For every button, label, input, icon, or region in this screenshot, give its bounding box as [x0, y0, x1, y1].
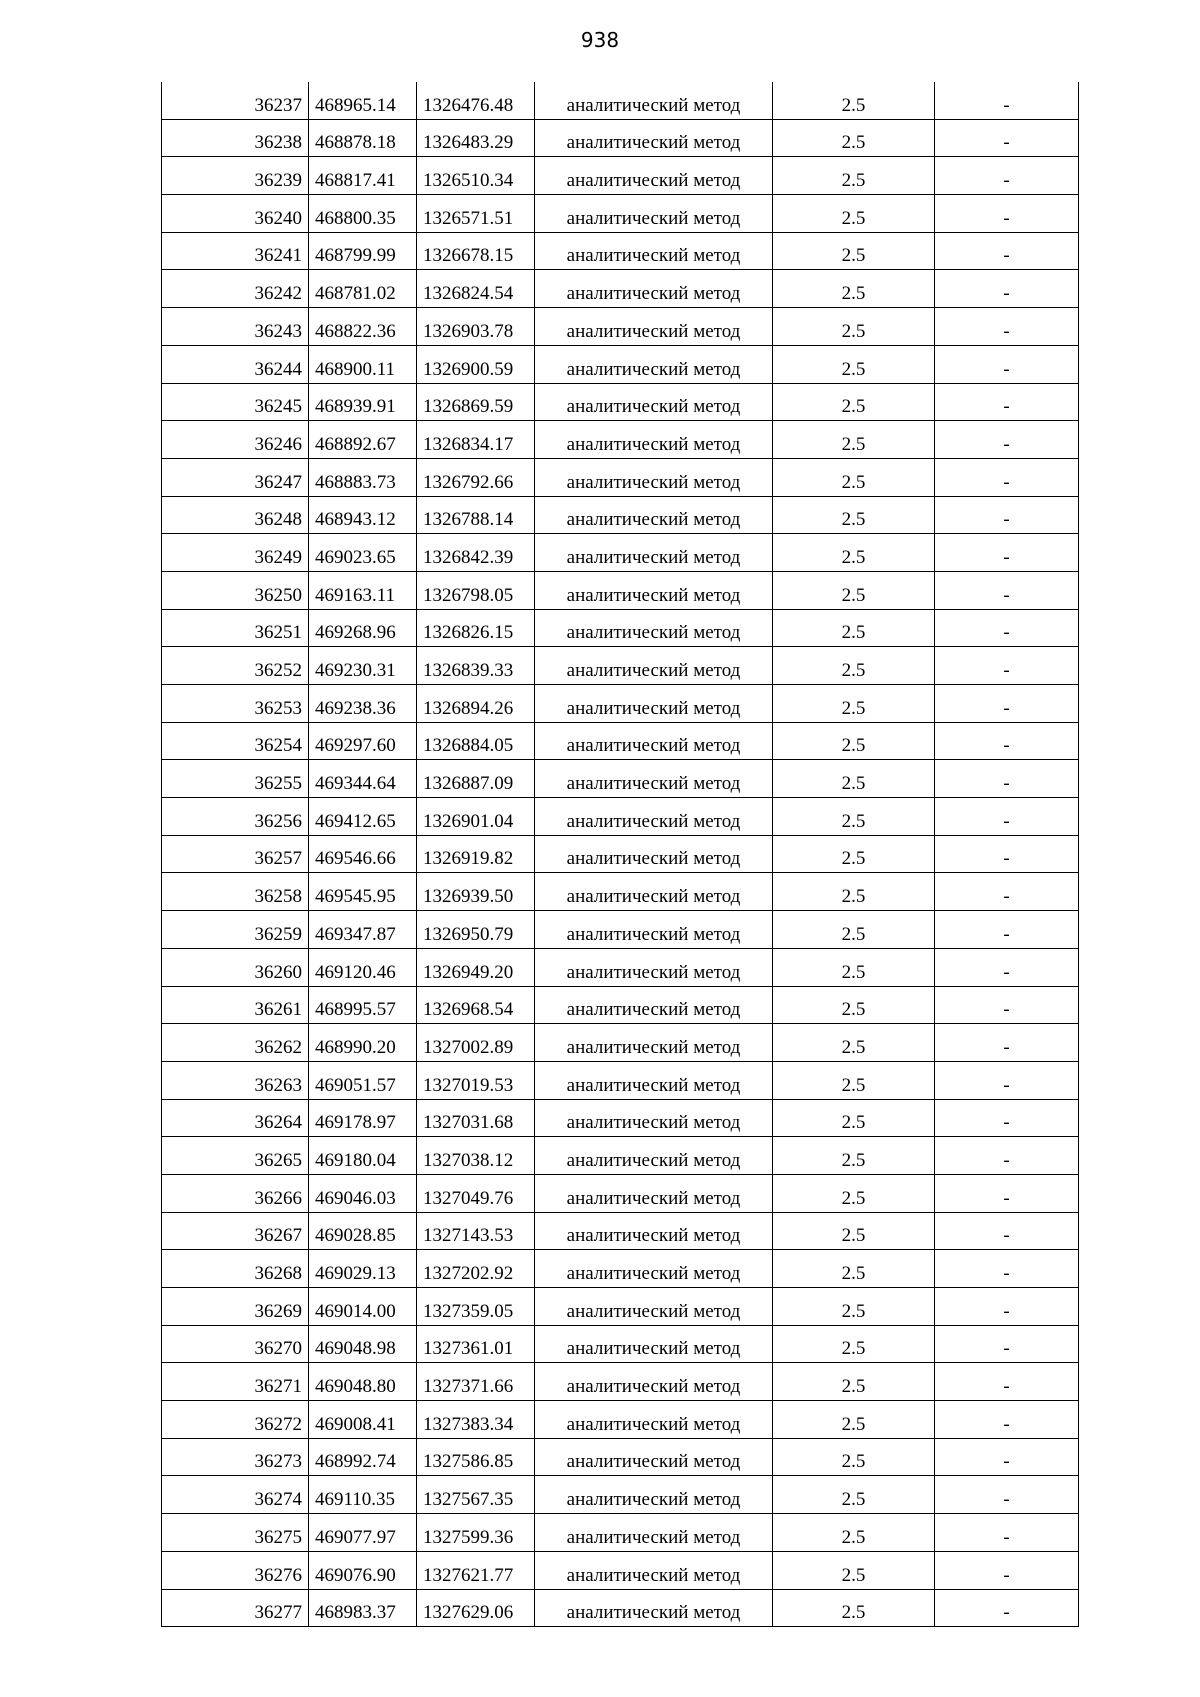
note-cell: -: [935, 609, 1079, 647]
y-coordinate-cell: 1326788.14: [417, 496, 535, 534]
note-cell: -: [935, 1438, 1079, 1476]
y-coordinate-cell: 1326678.15: [417, 232, 535, 270]
method-cell: аналитический метод: [535, 1288, 773, 1326]
point-number-cell: 36259: [162, 911, 309, 949]
note-cell: -: [935, 1325, 1079, 1363]
x-coordinate-cell: 469046.03: [309, 1174, 417, 1212]
y-coordinate-cell: 1326798.05: [417, 571, 535, 609]
table-row: [162, 383, 1079, 421]
table-row: [162, 722, 1079, 760]
point-number-cell: 36249: [162, 534, 309, 572]
y-coordinate-cell: 1326903.78: [417, 308, 535, 346]
y-coordinate-cell: 1326839.33: [417, 647, 535, 685]
method-cell: аналитический метод: [535, 609, 773, 647]
accuracy-cell: 2.5: [773, 232, 935, 270]
method-cell: аналитический метод: [535, 1174, 773, 1212]
point-number-cell: 36268: [162, 1250, 309, 1288]
x-coordinate-cell: 468990.20: [309, 1024, 417, 1062]
table-row: [162, 685, 1079, 723]
table-row: [162, 1137, 1079, 1175]
note-cell: -: [935, 458, 1079, 496]
accuracy-cell: 2.5: [773, 685, 935, 723]
note-cell: -: [935, 1589, 1079, 1627]
accuracy-cell: 2.5: [773, 835, 935, 873]
coordinates-table: [161, 82, 1079, 1627]
accuracy-cell: 2.5: [773, 345, 935, 383]
point-number-cell: 36266: [162, 1174, 309, 1212]
table-row: [162, 1250, 1079, 1288]
table-row: [162, 82, 1079, 119]
point-number-cell: 36242: [162, 270, 309, 308]
y-coordinate-cell: 1327629.06: [417, 1589, 535, 1627]
method-cell: аналитический метод: [535, 911, 773, 949]
x-coordinate-cell: 469051.57: [309, 1061, 417, 1099]
x-coordinate-cell: 469546.66: [309, 835, 417, 873]
accuracy-cell: 2.5: [773, 1589, 935, 1627]
note-cell: -: [935, 383, 1079, 421]
note-cell: -: [935, 1250, 1079, 1288]
y-coordinate-cell: 1326939.50: [417, 873, 535, 911]
method-cell: аналитический метод: [535, 1476, 773, 1514]
x-coordinate-cell: 468939.91: [309, 383, 417, 421]
method-cell: аналитический метод: [535, 383, 773, 421]
x-coordinate-cell: 469077.97: [309, 1514, 417, 1552]
method-cell: аналитический метод: [535, 835, 773, 873]
method-cell: аналитический метод: [535, 1024, 773, 1062]
y-coordinate-cell: 1326834.17: [417, 421, 535, 459]
method-cell: аналитический метод: [535, 1137, 773, 1175]
table-row: [162, 119, 1079, 157]
note-cell: -: [935, 157, 1079, 195]
note-cell: -: [935, 1212, 1079, 1250]
y-coordinate-cell: 1327371.66: [417, 1363, 535, 1401]
note-cell: -: [935, 1514, 1079, 1552]
x-coordinate-cell: 469347.87: [309, 911, 417, 949]
table-row: [162, 1099, 1079, 1137]
method-cell: аналитический метод: [535, 1438, 773, 1476]
y-coordinate-cell: 1326968.54: [417, 986, 535, 1024]
note-cell: -: [935, 986, 1079, 1024]
method-cell: аналитический метод: [535, 1514, 773, 1552]
note-cell: -: [935, 119, 1079, 157]
x-coordinate-cell: 468878.18: [309, 119, 417, 157]
note-cell: -: [935, 82, 1079, 119]
x-coordinate-cell: 469238.36: [309, 685, 417, 723]
accuracy-cell: 2.5: [773, 1551, 935, 1589]
table-row: [162, 571, 1079, 609]
x-coordinate-cell: 469120.46: [309, 948, 417, 986]
method-cell: аналитический метод: [535, 647, 773, 685]
accuracy-cell: 2.5: [773, 1250, 935, 1288]
x-coordinate-cell: 469023.65: [309, 534, 417, 572]
x-coordinate-cell: 468965.14: [309, 82, 417, 119]
note-cell: -: [935, 308, 1079, 346]
accuracy-cell: 2.5: [773, 911, 935, 949]
table-row: [162, 1551, 1079, 1589]
method-cell: аналитический метод: [535, 571, 773, 609]
table-row: [162, 1401, 1079, 1439]
table-row: [162, 458, 1079, 496]
method-cell: аналитический метод: [535, 1250, 773, 1288]
point-number-cell: 36256: [162, 798, 309, 836]
note-cell: -: [935, 1476, 1079, 1514]
method-cell: аналитический метод: [535, 948, 773, 986]
table-row: [162, 421, 1079, 459]
x-coordinate-cell: 468992.74: [309, 1438, 417, 1476]
x-coordinate-cell: 469008.41: [309, 1401, 417, 1439]
y-coordinate-cell: 1327031.68: [417, 1099, 535, 1137]
y-coordinate-cell: 1327038.12: [417, 1137, 535, 1175]
x-coordinate-cell: 469230.31: [309, 647, 417, 685]
note-cell: -: [935, 496, 1079, 534]
point-number-cell: 36261: [162, 986, 309, 1024]
point-number-cell: 36250: [162, 571, 309, 609]
note-cell: -: [935, 1401, 1079, 1439]
accuracy-cell: 2.5: [773, 1024, 935, 1062]
table-row: [162, 1514, 1079, 1552]
method-cell: аналитический метод: [535, 195, 773, 233]
table-row: [162, 1174, 1079, 1212]
point-number-cell: 36257: [162, 835, 309, 873]
method-cell: аналитический метод: [535, 1212, 773, 1250]
table-row: [162, 1589, 1079, 1627]
x-coordinate-cell: 468822.36: [309, 308, 417, 346]
note-cell: -: [935, 873, 1079, 911]
accuracy-cell: 2.5: [773, 1174, 935, 1212]
accuracy-cell: 2.5: [773, 1401, 935, 1439]
point-number-cell: 36269: [162, 1288, 309, 1326]
accuracy-cell: 2.5: [773, 760, 935, 798]
table-row: [162, 1024, 1079, 1062]
x-coordinate-cell: 469076.90: [309, 1551, 417, 1589]
method-cell: аналитический метод: [535, 798, 773, 836]
note-cell: -: [935, 911, 1079, 949]
method-cell: аналитический метод: [535, 722, 773, 760]
table-row: [162, 835, 1079, 873]
table-row: [162, 986, 1079, 1024]
y-coordinate-cell: 1326919.82: [417, 835, 535, 873]
accuracy-cell: 2.5: [773, 1325, 935, 1363]
note-cell: -: [935, 270, 1079, 308]
method-cell: аналитический метод: [535, 345, 773, 383]
table-row: [162, 873, 1079, 911]
point-number-cell: 36252: [162, 647, 309, 685]
point-number-cell: 36248: [162, 496, 309, 534]
x-coordinate-cell: 469412.65: [309, 798, 417, 836]
accuracy-cell: 2.5: [773, 722, 935, 760]
y-coordinate-cell: 1326884.05: [417, 722, 535, 760]
y-coordinate-cell: 1327361.01: [417, 1325, 535, 1363]
x-coordinate-cell: 469163.11: [309, 571, 417, 609]
point-number-cell: 36245: [162, 383, 309, 421]
note-cell: -: [935, 1363, 1079, 1401]
x-coordinate-cell: 468781.02: [309, 270, 417, 308]
accuracy-cell: 2.5: [773, 609, 935, 647]
note-cell: -: [935, 1174, 1079, 1212]
x-coordinate-cell: 468883.73: [309, 458, 417, 496]
accuracy-cell: 2.5: [773, 1514, 935, 1552]
note-cell: -: [935, 948, 1079, 986]
method-cell: аналитический метод: [535, 119, 773, 157]
note-cell: -: [935, 534, 1079, 572]
method-cell: аналитический метод: [535, 1551, 773, 1589]
note-cell: -: [935, 571, 1079, 609]
note-cell: -: [935, 722, 1079, 760]
note-cell: -: [935, 1024, 1079, 1062]
x-coordinate-cell: 469048.80: [309, 1363, 417, 1401]
point-number-cell: 36260: [162, 948, 309, 986]
note-cell: -: [935, 835, 1079, 873]
y-coordinate-cell: 1327359.05: [417, 1288, 535, 1326]
accuracy-cell: 2.5: [773, 571, 935, 609]
x-coordinate-cell: 469048.98: [309, 1325, 417, 1363]
accuracy-cell: 2.5: [773, 986, 935, 1024]
table-row: [162, 1288, 1079, 1326]
point-number-cell: 36251: [162, 609, 309, 647]
accuracy-cell: 2.5: [773, 421, 935, 459]
table-row: [162, 308, 1079, 346]
method-cell: аналитический метод: [535, 1099, 773, 1137]
x-coordinate-cell: 469545.95: [309, 873, 417, 911]
point-number-cell: 36274: [162, 1476, 309, 1514]
method-cell: аналитический метод: [535, 1363, 773, 1401]
point-number-cell: 36246: [162, 421, 309, 459]
method-cell: аналитический метод: [535, 1401, 773, 1439]
table-row: [162, 270, 1079, 308]
accuracy-cell: 2.5: [773, 458, 935, 496]
point-number-cell: 36273: [162, 1438, 309, 1476]
x-coordinate-cell: 468799.99: [309, 232, 417, 270]
note-cell: -: [935, 685, 1079, 723]
point-number-cell: 36241: [162, 232, 309, 270]
accuracy-cell: 2.5: [773, 82, 935, 119]
accuracy-cell: 2.5: [773, 119, 935, 157]
y-coordinate-cell: 1327586.85: [417, 1438, 535, 1476]
point-number-cell: 36267: [162, 1212, 309, 1250]
x-coordinate-cell: 469344.64: [309, 760, 417, 798]
point-number-cell: 36238: [162, 119, 309, 157]
y-coordinate-cell: 1327567.35: [417, 1476, 535, 1514]
y-coordinate-cell: 1327049.76: [417, 1174, 535, 1212]
y-coordinate-cell: 1326869.59: [417, 383, 535, 421]
note-cell: -: [935, 1288, 1079, 1326]
page-number: 938: [580, 28, 620, 52]
method-cell: аналитический метод: [535, 1061, 773, 1099]
accuracy-cell: 2.5: [773, 157, 935, 195]
note-cell: -: [935, 232, 1079, 270]
x-coordinate-cell: 468943.12: [309, 496, 417, 534]
y-coordinate-cell: 1326824.54: [417, 270, 535, 308]
y-coordinate-cell: 1326950.79: [417, 911, 535, 949]
note-cell: -: [935, 1099, 1079, 1137]
method-cell: аналитический метод: [535, 760, 773, 798]
accuracy-cell: 2.5: [773, 1288, 935, 1326]
y-coordinate-cell: 1326894.26: [417, 685, 535, 723]
x-coordinate-cell: 468817.41: [309, 157, 417, 195]
x-coordinate-cell: 469110.35: [309, 1476, 417, 1514]
accuracy-cell: 2.5: [773, 1476, 935, 1514]
method-cell: аналитический метод: [535, 421, 773, 459]
method-cell: аналитический метод: [535, 157, 773, 195]
table-row: [162, 345, 1079, 383]
y-coordinate-cell: 1327143.53: [417, 1212, 535, 1250]
x-coordinate-cell: 469029.13: [309, 1250, 417, 1288]
method-cell: аналитический метод: [535, 873, 773, 911]
note-cell: -: [935, 1137, 1079, 1175]
note-cell: -: [935, 421, 1079, 459]
accuracy-cell: 2.5: [773, 873, 935, 911]
table-row: [162, 157, 1079, 195]
note-cell: -: [935, 760, 1079, 798]
method-cell: аналитический метод: [535, 308, 773, 346]
point-number-cell: 36262: [162, 1024, 309, 1062]
note-cell: -: [935, 1551, 1079, 1589]
y-coordinate-cell: 1326949.20: [417, 948, 535, 986]
table-row: [162, 1061, 1079, 1099]
point-number-cell: 36263: [162, 1061, 309, 1099]
point-number-cell: 36255: [162, 760, 309, 798]
table-row: [162, 911, 1079, 949]
x-coordinate-cell: 468995.57: [309, 986, 417, 1024]
note-cell: -: [935, 345, 1079, 383]
table-row: [162, 534, 1079, 572]
x-coordinate-cell: 469178.97: [309, 1099, 417, 1137]
y-coordinate-cell: 1327019.53: [417, 1061, 535, 1099]
x-coordinate-cell: 469014.00: [309, 1288, 417, 1326]
accuracy-cell: 2.5: [773, 308, 935, 346]
y-coordinate-cell: 1326901.04: [417, 798, 535, 836]
accuracy-cell: 2.5: [773, 383, 935, 421]
x-coordinate-cell: 468900.11: [309, 345, 417, 383]
method-cell: аналитический метод: [535, 458, 773, 496]
point-number-cell: 36247: [162, 458, 309, 496]
point-number-cell: 36254: [162, 722, 309, 760]
y-coordinate-cell: 1327202.92: [417, 1250, 535, 1288]
y-coordinate-cell: 1326842.39: [417, 534, 535, 572]
table-row: [162, 1363, 1079, 1401]
y-coordinate-cell: 1327599.36: [417, 1514, 535, 1552]
x-coordinate-cell: 469028.85: [309, 1212, 417, 1250]
table-row: [162, 798, 1079, 836]
point-number-cell: 36271: [162, 1363, 309, 1401]
y-coordinate-cell: 1327002.89: [417, 1024, 535, 1062]
table-row: [162, 1325, 1079, 1363]
x-coordinate-cell: 468892.67: [309, 421, 417, 459]
x-coordinate-cell: 468983.37: [309, 1589, 417, 1627]
accuracy-cell: 2.5: [773, 534, 935, 572]
y-coordinate-cell: 1326826.15: [417, 609, 535, 647]
point-number-cell: 36253: [162, 685, 309, 723]
point-number-cell: 36272: [162, 1401, 309, 1439]
method-cell: аналитический метод: [535, 270, 773, 308]
x-coordinate-cell: 469297.60: [309, 722, 417, 760]
table-row: [162, 948, 1079, 986]
point-number-cell: 36277: [162, 1589, 309, 1627]
point-number-cell: 36264: [162, 1099, 309, 1137]
x-coordinate-cell: 469268.96: [309, 609, 417, 647]
coordinates-table-body: [162, 82, 1079, 1627]
y-coordinate-cell: 1326571.51: [417, 195, 535, 233]
point-number-cell: 36276: [162, 1551, 309, 1589]
method-cell: аналитический метод: [535, 534, 773, 572]
y-coordinate-cell: 1327621.77: [417, 1551, 535, 1589]
table-row: [162, 232, 1079, 270]
accuracy-cell: 2.5: [773, 948, 935, 986]
accuracy-cell: 2.5: [773, 1438, 935, 1476]
y-coordinate-cell: 1326510.34: [417, 157, 535, 195]
y-coordinate-cell: 1326476.48: [417, 82, 535, 119]
table-row: [162, 647, 1079, 685]
note-cell: -: [935, 195, 1079, 233]
y-coordinate-cell: 1326483.29: [417, 119, 535, 157]
point-number-cell: 36240: [162, 195, 309, 233]
note-cell: -: [935, 1061, 1079, 1099]
table-row: [162, 496, 1079, 534]
note-cell: -: [935, 798, 1079, 836]
method-cell: аналитический метод: [535, 685, 773, 723]
accuracy-cell: 2.5: [773, 1099, 935, 1137]
x-coordinate-cell: 468800.35: [309, 195, 417, 233]
method-cell: аналитический метод: [535, 1589, 773, 1627]
point-number-cell: 36265: [162, 1137, 309, 1175]
point-number-cell: 36258: [162, 873, 309, 911]
point-number-cell: 36275: [162, 1514, 309, 1552]
accuracy-cell: 2.5: [773, 195, 935, 233]
accuracy-cell: 2.5: [773, 496, 935, 534]
table-row: [162, 1438, 1079, 1476]
table-row: [162, 760, 1079, 798]
method-cell: аналитический метод: [535, 82, 773, 119]
y-coordinate-cell: 1326887.09: [417, 760, 535, 798]
method-cell: аналитический метод: [535, 232, 773, 270]
accuracy-cell: 2.5: [773, 798, 935, 836]
method-cell: аналитический метод: [535, 1325, 773, 1363]
table-row: [162, 1476, 1079, 1514]
accuracy-cell: 2.5: [773, 1363, 935, 1401]
point-number-cell: 36239: [162, 157, 309, 195]
table-row: [162, 609, 1079, 647]
accuracy-cell: 2.5: [773, 1061, 935, 1099]
accuracy-cell: 2.5: [773, 270, 935, 308]
point-number-cell: 36244: [162, 345, 309, 383]
point-number-cell: 36243: [162, 308, 309, 346]
point-number-cell: 36237: [162, 82, 309, 119]
y-coordinate-cell: 1326900.59: [417, 345, 535, 383]
method-cell: аналитический метод: [535, 496, 773, 534]
method-cell: аналитический метод: [535, 986, 773, 1024]
accuracy-cell: 2.5: [773, 1212, 935, 1250]
accuracy-cell: 2.5: [773, 1137, 935, 1175]
table-row: [162, 1212, 1079, 1250]
table-row: [162, 195, 1079, 233]
accuracy-cell: 2.5: [773, 647, 935, 685]
y-coordinate-cell: 1326792.66: [417, 458, 535, 496]
y-coordinate-cell: 1327383.34: [417, 1401, 535, 1439]
point-number-cell: 36270: [162, 1325, 309, 1363]
x-coordinate-cell: 469180.04: [309, 1137, 417, 1175]
note-cell: -: [935, 647, 1079, 685]
